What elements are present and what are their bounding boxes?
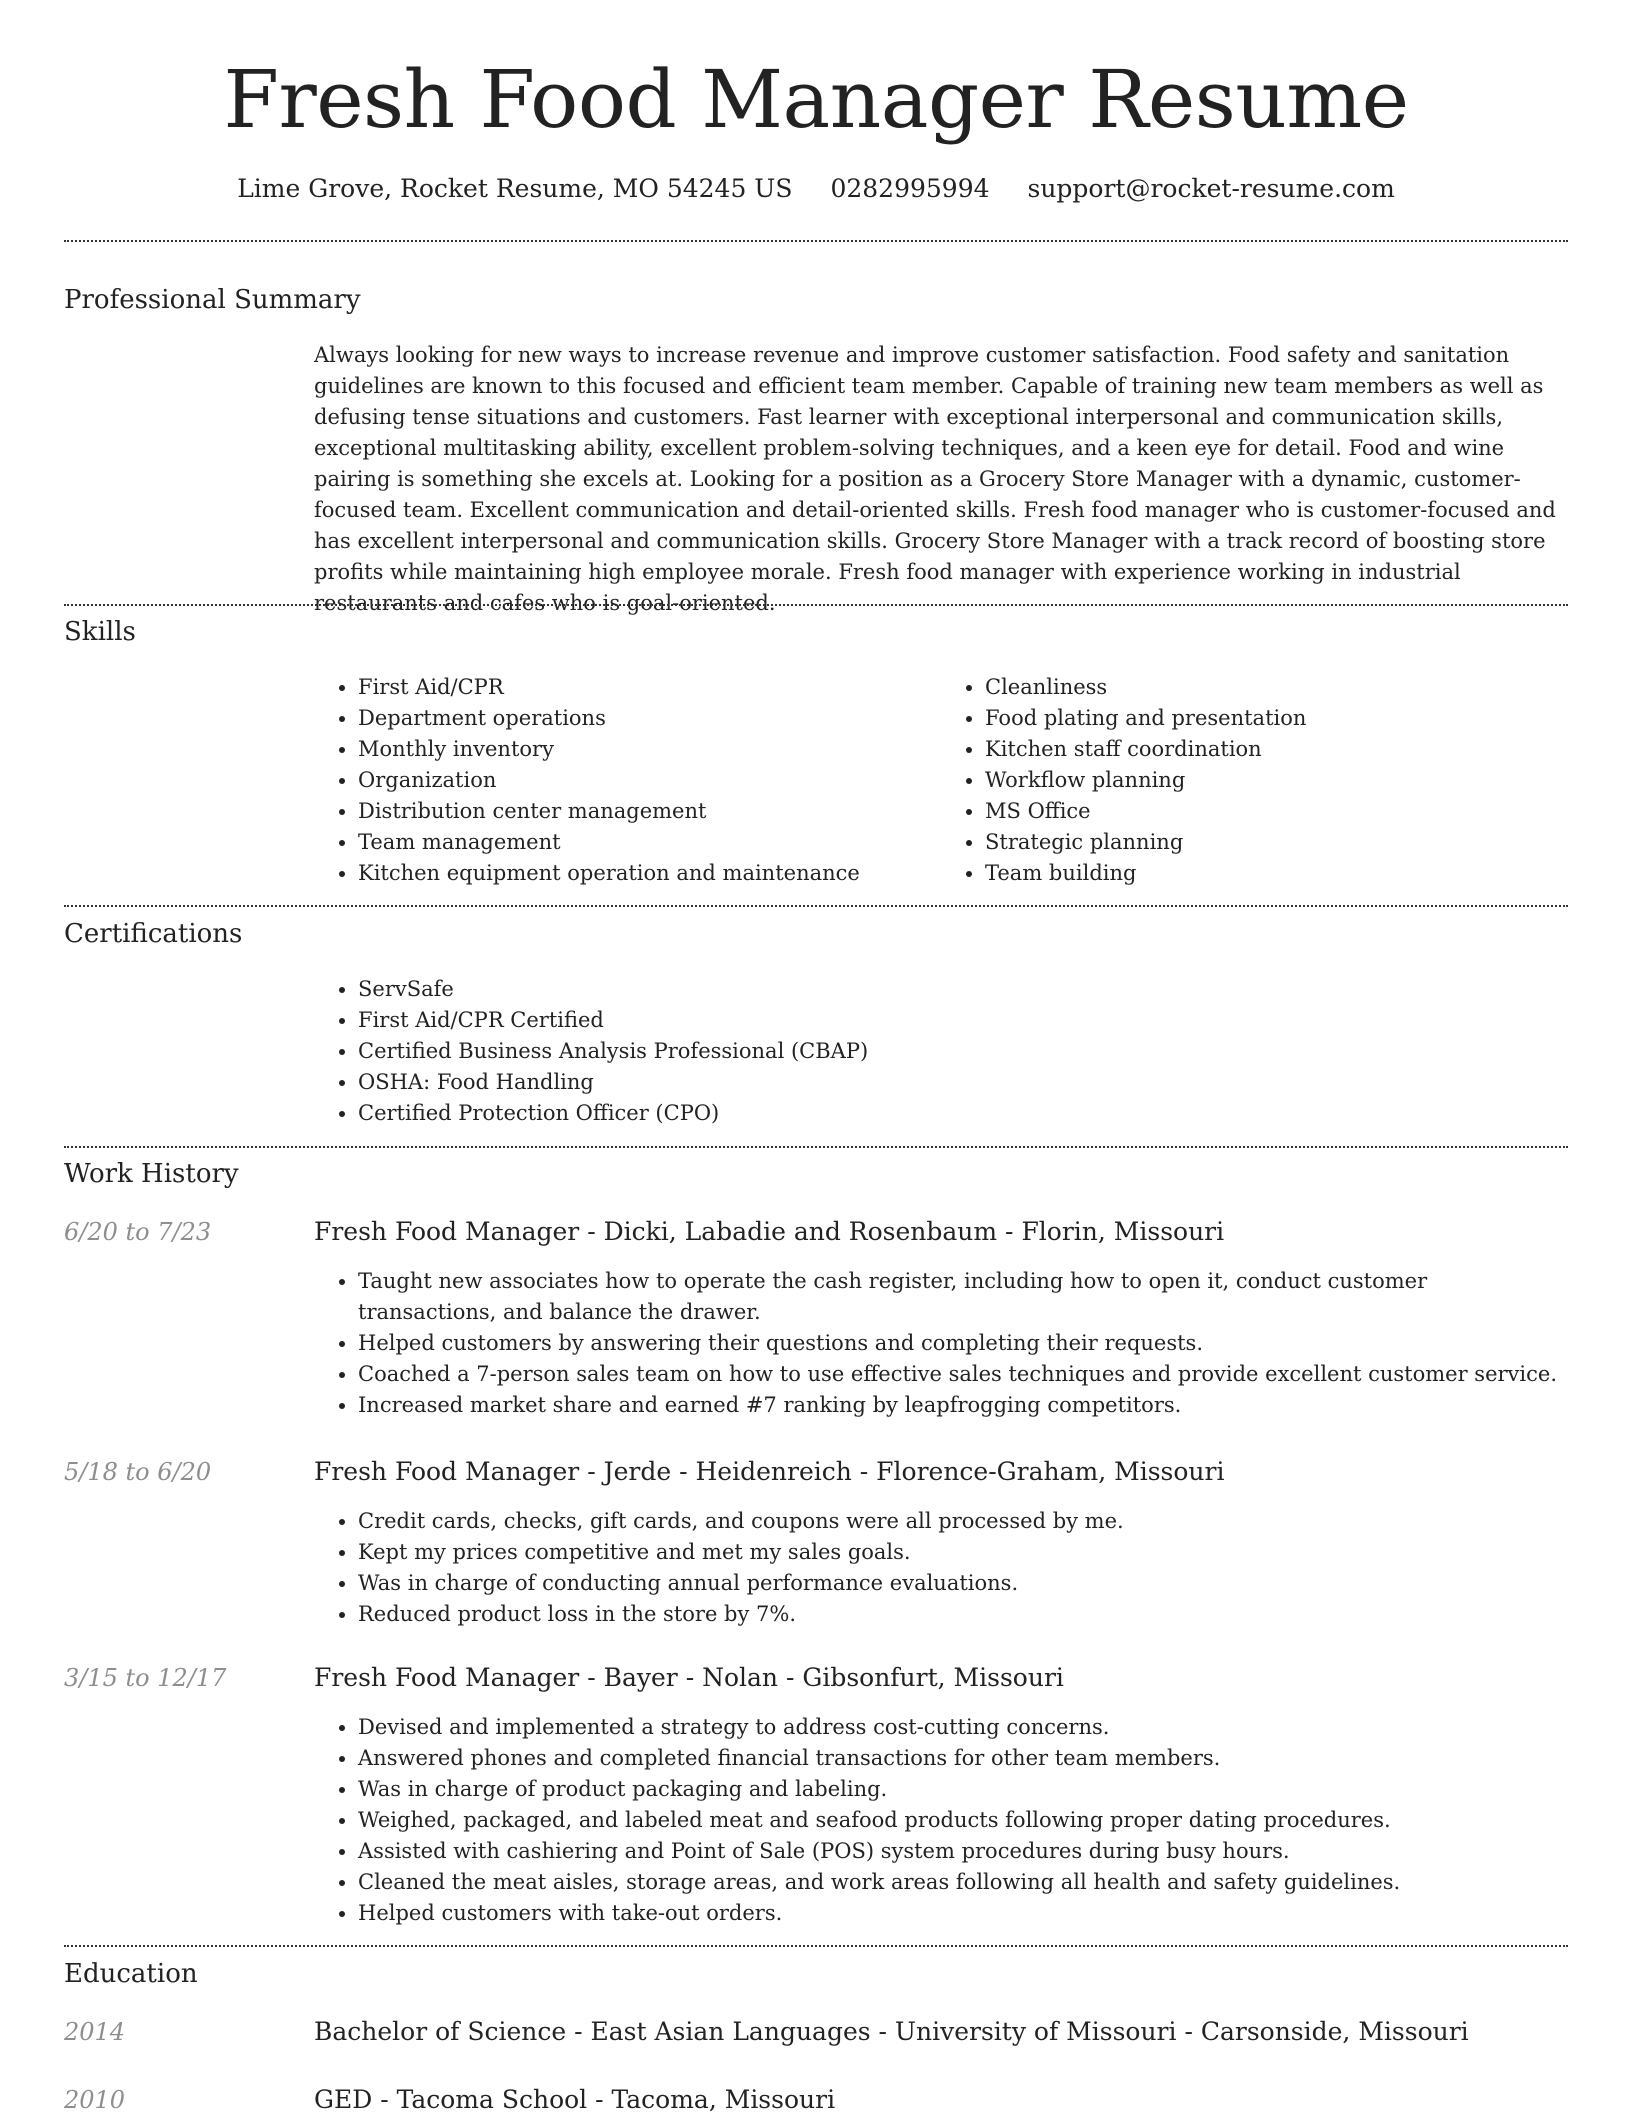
job-date: 3/15 to 12/17 — [64, 1664, 227, 1692]
resume-name: Fresh Food Manager Resume — [223, 53, 1409, 146]
certification-item: • OSHA: Food Handling — [358, 1067, 1568, 1098]
job-duties-list — [314, 1266, 1568, 1421]
contact-email: support@rocket-resume.com — [1027, 174, 1395, 203]
section-divider — [64, 1945, 1568, 1947]
job-date: 6/20 to 7/23 — [64, 1218, 212, 1246]
education-date: 2010 — [64, 2086, 126, 2114]
job-duty: • Helped customers by answering their questions and completing their requests. — [358, 1328, 1568, 1359]
job-duties — [314, 1712, 1568, 1929]
contact-phone: 0282995994 — [830, 174, 990, 203]
skill-item: • Department operations — [358, 703, 941, 734]
job-duties — [314, 1506, 1568, 1630]
summary-text: Always looking for new ways to increase revenue and improve customer satisfaction. Food safety and sanitation guidelines are known to this focused and efficient team member. Capable of training new team members as well as defusing tense situations and customers. Fast learner with exceptional interpersonal and communication skills, exceptional multitasking ability, excellent problem-solving techniques, and a keen eye for detail. Food and wine pairing is something she excels at. Looking for a position as a Grocery Store Manager with a dynamic, customer-focused team. Excellent communication and detail-oriented skills. Fresh food manager who is customer-focused and has excellent interpersonal and communication skills. Grocery Store Manager with a track record of boosting store profits while maintaining high employee morale. Fresh food manager with experience working in industrial restaurants and cafes who is goal-oriented. — [314, 343, 1556, 615]
job-title: Fresh Food Manager - Jerde - Heidenreich - Florence-Graham, Missouri — [314, 1457, 1225, 1486]
contact-line — [0, 172, 1632, 206]
certification-item: • Certified Business Analysis Professional (CBAP) — [358, 1036, 1568, 1067]
job-duty: • Credit cards, checks, gift cards, and coupons were all processed by me. — [358, 1506, 1568, 1537]
work-history-heading: Work History — [64, 1159, 239, 1189]
skill-item: • Kitchen equipment operation and maintenance — [358, 858, 941, 889]
job-duty: • Devised and implemented a strategy to address cost-cutting concerns. — [358, 1712, 1568, 1743]
certification-item: • ServSafe — [358, 974, 1568, 1005]
job-duty: • Helped customers with take-out orders. — [358, 1898, 1568, 1929]
job-title: Fresh Food Manager - Bayer - Nolan - Gibsonfurt, Missouri — [314, 1663, 1064, 1692]
education-degree: GED - Tacoma School - Tacoma, Missouri — [314, 2085, 836, 2114]
skills-list-right — [941, 672, 1568, 889]
skill-item: • Workflow planning — [985, 765, 1568, 796]
job-duty: • Reduced product loss in the store by 7%. — [358, 1599, 1568, 1630]
job-duty: • Coached a 7-person sales team on how to use effective sales techniques and provide excellent customer service. — [358, 1359, 1568, 1390]
skill-item: • Organization — [358, 765, 941, 796]
job-duty: • Was in charge of product packaging and labeling. — [358, 1774, 1568, 1805]
education-degree: Bachelor of Science - East Asian Languages - University of Missouri - Carsonside, Missouri — [314, 2017, 1469, 2046]
education-date: 2014 — [64, 2018, 126, 2046]
job-duties-list — [314, 1712, 1568, 1929]
job-duty: • Taught new associates how to operate the cash register, including how to open it, conduct customer transactions, and balance the drawer. — [358, 1266, 1568, 1328]
skill-item: • Team building — [985, 858, 1568, 889]
section-divider — [64, 604, 1568, 606]
skills-section — [314, 672, 1568, 889]
skill-item: • Food plating and presentation — [985, 703, 1568, 734]
skills-heading: Skills — [64, 617, 136, 647]
summary-heading: Professional Summary — [64, 285, 361, 315]
skill-item: • Strategic planning — [985, 827, 1568, 858]
certification-item: • Certified Protection Officer (CPO) — [358, 1098, 1568, 1129]
skill-item: • MS Office — [985, 796, 1568, 827]
job-duty: • Assisted with cashiering and Point of Sale (POS) system procedures during busy hours. — [358, 1836, 1568, 1867]
job-title: Fresh Food Manager - Dicki, Labadie and Rosenbaum - Florin, Missouri — [314, 1217, 1225, 1246]
job-duties — [314, 1266, 1568, 1421]
job-duty: • Increased market share and earned #7 ranking by leapfrogging competitors. — [358, 1390, 1568, 1421]
section-divider — [64, 905, 1568, 907]
job-duty: • Answered phones and completed financial transactions for other team members. — [358, 1743, 1568, 1774]
certifications-list — [314, 974, 1568, 1129]
education-heading: Education — [64, 1959, 198, 1989]
certification-item: • First Aid/CPR Certified — [358, 1005, 1568, 1036]
contact-address: Lime Grove, Rocket Resume, MO 54245 US — [237, 174, 793, 203]
job-duty: • Was in charge of conducting annual performance evaluations. — [358, 1568, 1568, 1599]
section-divider — [64, 240, 1568, 242]
skill-item: • Kitchen staff coordination — [985, 734, 1568, 765]
job-duty: • Weighed, packaged, and labeled meat and seafood products following proper dating procedures. — [358, 1805, 1568, 1836]
job-duties-list — [314, 1506, 1568, 1630]
skills-list-left — [314, 672, 941, 889]
skill-item: • Team management — [358, 827, 941, 858]
job-duty: • Kept my prices competitive and met my sales goals. — [358, 1537, 1568, 1568]
certifications-heading: Certifications — [64, 919, 243, 949]
job-date: 5/18 to 6/20 — [64, 1458, 212, 1486]
skill-item: • First Aid/CPR — [358, 672, 941, 703]
certifications-section — [314, 974, 1568, 1129]
summary-section — [314, 340, 1568, 619]
skill-item: • Cleanliness — [985, 672, 1568, 703]
section-divider — [64, 1146, 1568, 1148]
skill-item: • Distribution center management — [358, 796, 941, 827]
job-duty: • Cleaned the meat aisles, storage areas, and work areas following all health and safety guidelines. — [358, 1867, 1568, 1898]
skill-item: • Monthly inventory — [358, 734, 941, 765]
